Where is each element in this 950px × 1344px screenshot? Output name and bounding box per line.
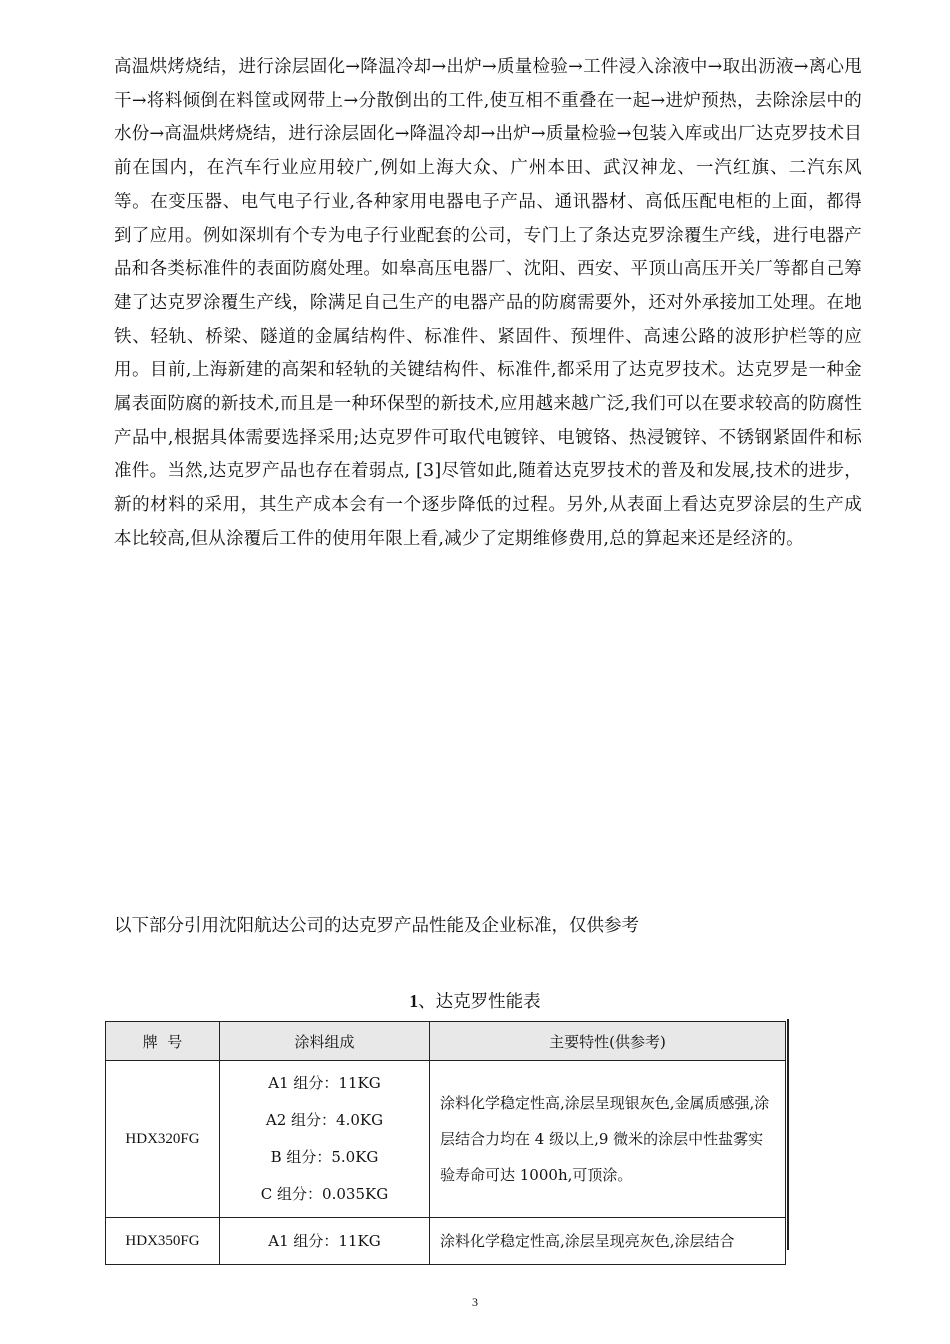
cell-grade: HDX350FG: [106, 1218, 220, 1265]
header-features: 主要特性(供参考): [430, 1022, 786, 1061]
table-header-row: [106, 1022, 786, 1061]
cell-features: 涂料化学稳定性高,涂层呈现亮灰色,涂层结合: [430, 1218, 786, 1265]
composition-line: A1 组分：11KG: [268, 1074, 381, 1092]
body-paragraph: 高温烘烤烧结，进行涂层固化→降温冷却→出炉→质量检验→工件浸入涂液中→取出沥液→离心甩干→将料倾倒在料筐或网带上→分散倒出的工件,使互相不重叠在一起→进炉预热，去除涂层中的水份→高温烘烤烧结，进行涂层固化→降温冷却→出炉→质量检验→包装入库或出厂达克罗技术目前在国内，在汽车行业应用较广,例如上海大众、广州本田、武汉神龙、一汽红旗、二汽东风等。在变压器、电气电子行业,各种家用电器电子产品、通讯器材、高低压配电柜的上面，都得到了应用。例如深圳有个专为电子行业配套的公司，专门上了条达克罗涂覆生产线，进行电器产品和各类标准件的表面防腐处理。如皋高压电器厂、沈阳、西安、平顶山高压开关厂等都自己筹建了达克罗涂覆生产线，除满足自己生产的电器产品的防腐需要外，还对外承接加工处理。在地铁、轻轨、桥梁、隧道的金属结构件、标准件、紧固件、预埋件、高速公路的波形护栏等的应用。目前,上海新建的高架和轻轨的关键结构件、标准件,都采用了达克罗技术。达克罗是一种金属表面防腐的新技术,而且是一种环保型的新技术,应用越来越广泛,我们可以在要求较高的防腐性产品中,根据具体需要选择采用;达克罗件可取代电镀锌、电镀铬、热浸镀锌、不锈钢紧固件和标准件。当然,达克罗产品也存在着弱点, [3]尽管如此,随着达克罗技术的普及和发展,技术的进步，新的材料的采用，其生产成本会有一个逐步降低的过程。另外,从表面上看达克罗涂层的生产成本比较高,但从涂覆后工件的使用年限上看,减少了定期维修费用,总的算起来还是经济的。: [114, 57, 862, 549]
table-right-border: [787, 1019, 789, 1250]
page-number: 3: [472, 1295, 478, 1309]
table-title: [0, 988, 950, 1015]
cell-features: 涂料化学稳定性高,涂层呈现银灰色,金属质感强,涂层结合力均在 4 级以上,9 微米的涂层中性盐雾实验寿命可达 1000h,可顶涂。: [430, 1061, 786, 1218]
cell-composition: [220, 1061, 430, 1218]
composition-line: A2 组分：4.0KG: [265, 1111, 384, 1129]
composition-line: A1 组分：11KG: [268, 1231, 381, 1250]
header-composition: 涂料组成: [220, 1022, 430, 1061]
composition-line: C 组分：0.035KG: [260, 1185, 389, 1203]
performance-table: [105, 1021, 786, 1265]
composition-line: B 组分：5.0KG: [270, 1148, 379, 1166]
cell-composition: [220, 1218, 430, 1265]
reference-note: 以下部分引用沈阳航达公司的达克罗产品性能及企业标准，仅供参考: [114, 916, 639, 936]
table-title-number: 1: [409, 991, 419, 1011]
table-row: [106, 1061, 786, 1218]
table-title-text: 、达克罗性能表: [418, 992, 541, 1012]
cell-grade: HDX320FG: [106, 1061, 220, 1218]
header-grade: 牌 号: [106, 1022, 220, 1061]
table-row: [106, 1218, 786, 1265]
